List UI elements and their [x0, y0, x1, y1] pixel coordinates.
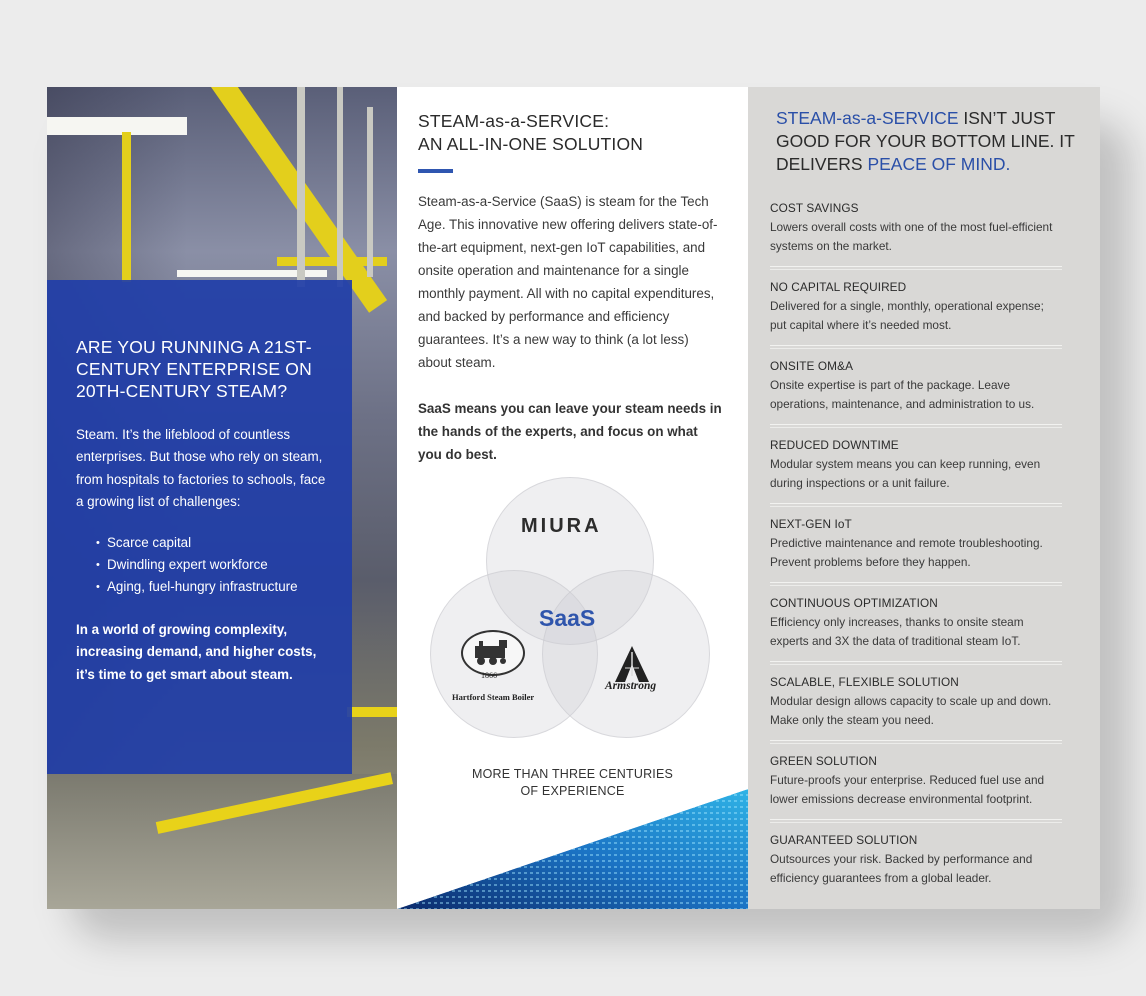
grey-pipe: [297, 87, 305, 287]
challenge-item: • Scarce capital: [107, 532, 352, 554]
benefit-description: Lowers overall costs with one of the most fuel-efficient systems on the market.: [770, 220, 1053, 253]
benefit-title: ONSITE OM&A: [770, 359, 854, 373]
benefit-divider: [770, 424, 1062, 428]
grey-pipe: [337, 87, 343, 287]
benefit-description: Efficiency only increases, thanks to onsite steam experts and 3X the data of traditional steam IoT.: [770, 615, 1024, 648]
benefit-list: [770, 200, 1062, 909]
benefit-description: Delivered for a single, monthly, operational expense; put capital where it’s needed most.: [770, 299, 1044, 332]
left-closing: In a world of growing complexity, increasing demand, and higher costs, it’s time to get smart about steam.: [76, 621, 317, 682]
benefit-item: [770, 832, 1062, 909]
benefit-description: Predictive maintenance and remote troubleshooting. Prevent problems before they happen.: [770, 536, 1043, 569]
challenge-box: [47, 280, 352, 774]
armstrong-a-icon: [615, 646, 649, 682]
middle-headline: [418, 110, 643, 156]
left-panel: [47, 87, 397, 909]
challenge-item: • Dwindling expert workforce: [107, 554, 352, 576]
benefit-description: Outsources your risk. Backed by performance and efficiency guarantees from a global leader.: [770, 852, 1033, 885]
miura-logo: MIURA: [521, 515, 602, 537]
right-headline-highlight1: STEAM-as-a-SERVICE: [776, 108, 959, 128]
benefit-description: Modular design allows capacity to scale up and down. Make only the steam you need.: [770, 694, 1052, 727]
benefit-title: REDUCED DOWNTIME: [770, 438, 899, 452]
right-headline: [776, 107, 1076, 176]
middle-bold-statement: SaaS means you can leave your steam needs in the hands of the experts, and focus on what you do best.: [418, 401, 722, 462]
benefit-divider: [770, 345, 1062, 349]
benefit-divider: [770, 661, 1062, 665]
hartford-steam-boiler-logo: Hartford Steam Boiler: [452, 692, 535, 702]
benefit-title: GREEN SOLUTION: [770, 754, 877, 768]
yellow-beam: [197, 87, 387, 313]
benefit-title: CONTINUOUS OPTIMIZATION: [770, 596, 938, 610]
benefit-divider: [770, 503, 1062, 507]
middle-panel: [397, 87, 748, 909]
benefit-item: [770, 595, 1062, 674]
ceiling-light: [47, 117, 187, 135]
benefit-item: [770, 674, 1062, 753]
benefit-item: [770, 753, 1062, 832]
yellow-pipe: [122, 132, 131, 282]
headline-rule: [418, 169, 453, 173]
benefit-title: COST SAVINGS: [770, 201, 859, 215]
benefit-item: [770, 516, 1062, 595]
benefit-title: SCALABLE, FLEXIBLE SOLUTION: [770, 675, 959, 689]
benefit-description: Modular system means you can keep running, even during inspections or a unit failure.: [770, 457, 1041, 490]
benefit-divider: [770, 266, 1062, 270]
benefit-title: NEXT-GEN IoT: [770, 517, 852, 531]
experience-line2: OF EXPERIENCE: [520, 784, 625, 798]
benefit-divider: [770, 740, 1062, 744]
benefit-divider: [770, 819, 1062, 823]
benefit-description: Future-proofs your enterprise. Reduced fuel use and lower emissions decrease environmental footprint.: [770, 773, 1045, 806]
benefit-divider: [770, 582, 1062, 586]
benefit-item: [770, 200, 1062, 279]
benefit-title: NO CAPITAL REQUIRED: [770, 280, 907, 294]
hsb-year: 1866: [481, 671, 497, 680]
left-intro: Steam. It’s the lifeblood of countless enterprises. But those who rely on steam, from hospitals to factories to schools, face a growing list of challenges:: [76, 427, 326, 510]
armstrong-logo: Armstrong: [605, 680, 657, 692]
middle-headline-line2: AN ALL-IN-ONE SOLUTION: [418, 134, 644, 154]
partner-venn-diagram: [427, 472, 717, 747]
middle-intro: Steam-as-a-Service (SaaS) is steam for the Tech Age. This innovative new offering delivers state-of-the-art equipment, next-gen IoT capabilities, and onsite operation and maintenance for a single monthly payment. All with no capital expenditures, and backed by performance and efficiency guarantees. It’s a new way to think (a lot less) about steam.: [418, 194, 718, 370]
benefit-title: GUARANTEED SOLUTION: [770, 833, 918, 847]
train-emblem-icon: [461, 630, 525, 676]
right-headline-highlight2: PEACE OF MIND.: [867, 154, 1011, 174]
grey-pipe: [367, 107, 373, 277]
floor-stripe: [347, 707, 397, 717]
right-headline-body: ISN’T JUST GOOD FOR YOUR BOTTOM LINE. IT DELIVERS: [776, 108, 1075, 174]
middle-headline-line1: STEAM-as-a-SERVICE:: [418, 111, 610, 131]
benefit-item: [770, 358, 1062, 437]
benefit-description: Onsite expertise is part of the package. Leave operations, maintenance, and administration to us.: [770, 378, 1035, 411]
benefit-item: [770, 279, 1062, 358]
right-panel: [748, 87, 1100, 909]
circuit-graphic: [397, 769, 748, 909]
saas-center-label: SaaS: [539, 605, 596, 631]
left-headline: ARE YOU RUNNING A 21ST-CENTURY ENTERPRISE ON 20TH-CENTURY STEAM?: [76, 337, 312, 401]
experience-line1: MORE THAN THREE CENTURIES: [471, 767, 674, 781]
benefit-item: [770, 437, 1062, 516]
challenge-list: [76, 532, 352, 599]
challenge-item: • Aging, fuel-hungry infrastructure: [107, 576, 352, 598]
